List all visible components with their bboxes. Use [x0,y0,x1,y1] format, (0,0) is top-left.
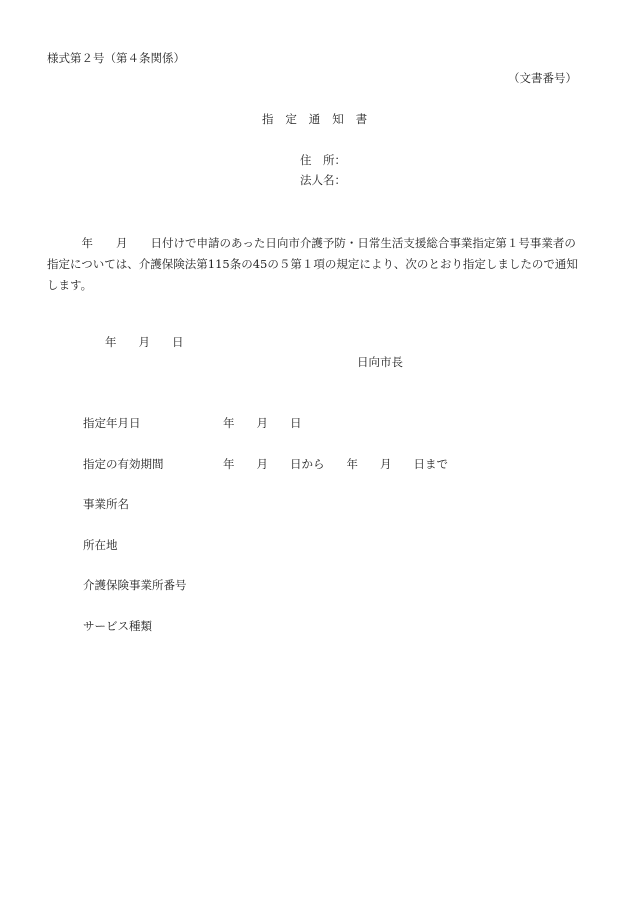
designation-day: 日 [290,416,302,430]
designation-date-value [223,415,302,431]
location-label: 所在地 [83,538,118,552]
document-number: （文書番号） [508,71,577,85]
designation-year: 年 [223,416,235,430]
issuer-name: 日向市長 [357,355,403,369]
validity-from-year: 年 [223,457,235,471]
validity-to-year: 年 [346,457,358,471]
office-number-label: 介護保険事業所番号 [83,578,187,592]
designation-date-label: 指定年月日 [83,416,141,430]
designation-month: 月 [256,416,268,430]
validity-to-month: 月 [380,457,392,471]
recipient-corporation-label: 法人名： [300,173,346,187]
validity-period-label: 指定の有効期間 [83,457,164,471]
issue-date-year: 年 [105,335,117,349]
validity-to-day: 日まで [413,457,448,471]
issue-date-day: 日 [172,335,184,349]
office-name-label: 事業所名 [83,497,129,511]
issue-date-month: 月 [138,335,150,349]
validity-from-day: 日から [290,457,325,471]
issue-date [105,334,184,350]
notice-body-text: 年 月 日付けで申請のあった日向市介護予防・日常生活支援総合事業指定第１号事業者の指定については、介護保険法第115条の45の５第１項の規定により、次のとおり指定しましたので通知します。 [47,236,578,292]
form-number: 様式第２号（第４条関係） [47,51,185,65]
service-type-label: サービス種類 [83,619,152,633]
page-title: 指 定 通 知 書 [262,112,368,126]
recipient-address-label: 住 所： [300,153,346,167]
validity-from-month: 月 [256,457,268,471]
validity-period-value [223,456,448,472]
